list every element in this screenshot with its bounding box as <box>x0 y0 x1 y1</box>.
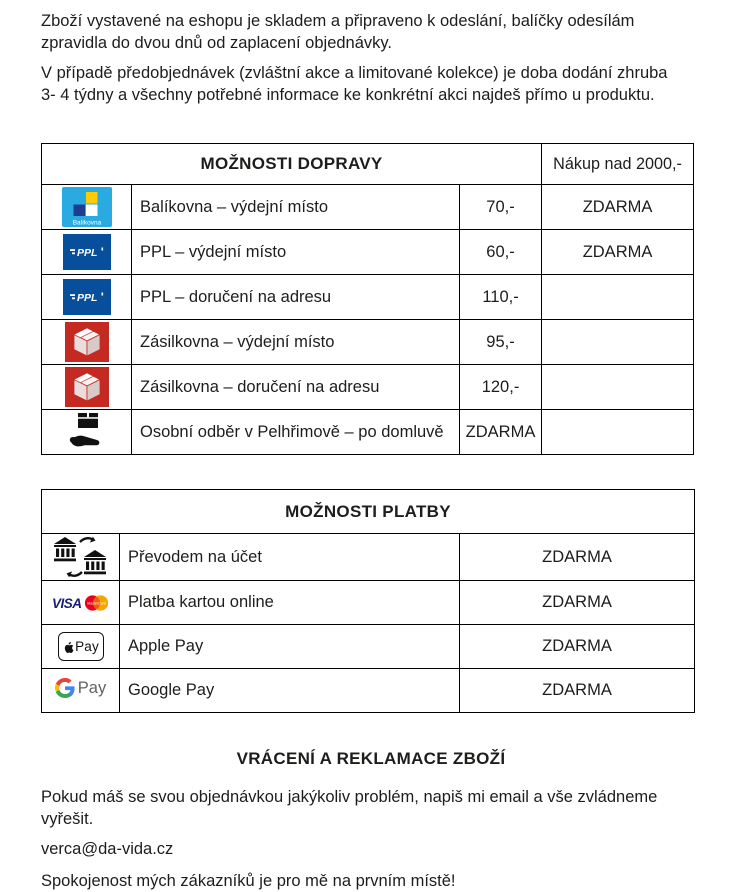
satisfaction-note: Spokojenost mých zákazníků je pro mě na prvním místě! <box>41 872 456 890</box>
shipping-method-name: PPL – doručení na adresu <box>132 275 460 320</box>
payment-table-header-row <box>42 490 695 534</box>
table-row <box>42 365 694 410</box>
shipping-method-free <box>542 275 694 320</box>
visa-wordmark: VISA <box>51 595 82 611</box>
shipping-table-header-row <box>42 144 694 185</box>
ppl-wordmark: PPL <box>76 292 97 304</box>
shipping-method-name: PPL – výdejní místo <box>132 230 460 275</box>
google-pay-logo <box>55 678 106 698</box>
shipping-method-free <box>542 365 694 410</box>
payment-method-price: ZDARMA <box>460 669 695 713</box>
shipping-method-name: Zásilkovna – výdejní místo <box>132 320 460 365</box>
ppl-logo <box>63 234 111 270</box>
payment-method-name: Převodem na účet <box>120 534 460 581</box>
shipping-table-title: MOŽNOSTI DOPRAVY <box>42 144 542 185</box>
apple-icon <box>62 639 74 654</box>
shipping-method-name: Osobní odběr v Pelhřimově – po domluvě <box>132 410 460 455</box>
table-row <box>42 410 694 455</box>
google-g-icon <box>55 678 75 698</box>
personal-pickup-icon <box>65 411 109 453</box>
balikovna-wordmark: Balíkovna <box>72 219 101 227</box>
mastercard-wordmark: MasterCard <box>86 601 106 606</box>
shipping-method-free <box>542 410 694 455</box>
contact-email: verca@da-vida.cz <box>41 840 174 858</box>
apple-pay-logo <box>58 632 104 661</box>
payment-options-table <box>41 489 695 713</box>
shipping-method-name: Balíkovna – výdejní místo <box>132 185 460 230</box>
table-row <box>42 275 694 320</box>
bank-transfer-icon <box>53 535 109 579</box>
shipping-method-free <box>542 320 694 365</box>
table-row <box>42 230 694 275</box>
ppl-wordmark: PPL <box>76 247 97 259</box>
payment-method-name: Platba kartou online <box>120 581 460 625</box>
payment-method-name: Apple Pay <box>120 625 460 669</box>
zasilkovna-logo <box>65 322 109 362</box>
intro-paragraph-stock: Zboží vystavené na eshopu je skladem a připraveno k odeslání, balíčky odesílám zpravidla do dvou dnů od zaplacení objednávky. <box>41 12 635 52</box>
google-pay-wordmark: Pay <box>77 678 107 697</box>
shipping-method-price: 60,- <box>460 230 542 275</box>
payment-method-name: Google Pay <box>120 669 460 713</box>
table-row <box>42 185 694 230</box>
payment-table-title: MOŽNOSTI PLATBY <box>42 490 695 534</box>
shipping-method-price: 120,- <box>460 365 542 410</box>
shipping-method-price: 95,- <box>460 320 542 365</box>
returns-section-title: VRÁCENÍ A REKLAMACE ZBOŽÍ <box>236 749 506 768</box>
returns-paragraph: Pokud máš se svou objednávkou jakýkoliv problém, napiš mi email a vše zvládneme vyřešit. <box>41 788 658 828</box>
table-row <box>42 669 695 713</box>
shipping-method-price: 110,- <box>460 275 542 320</box>
shipping-options-table <box>41 143 694 455</box>
payment-method-price: ZDARMA <box>460 625 695 669</box>
shipping-method-price: 70,- <box>460 185 542 230</box>
visa-mastercard-logo <box>52 594 110 612</box>
payment-method-price: ZDARMA <box>460 534 695 581</box>
table-row <box>42 320 694 365</box>
balikovna-logo <box>62 187 112 227</box>
intro-paragraph-preorder: V případě předobjednávek (zvláštní akce a limitované kolekce) je doba dodání zhruba 3- 4 týdny a všechny potřebné informace ke konkrétní akci najdeš přímo u produktu. <box>41 64 668 104</box>
table-row <box>42 581 695 625</box>
zasilkovna-logo <box>65 367 109 407</box>
ppl-logo <box>63 279 111 315</box>
apple-pay-wordmark: Pay <box>75 639 99 654</box>
table-row <box>42 534 695 581</box>
table-row <box>42 625 695 669</box>
shipping-method-price: ZDARMA <box>460 410 542 455</box>
shipping-method-free: ZDARMA <box>542 230 694 275</box>
free-shipping-threshold: Nákup nad 2000,- <box>542 144 694 185</box>
payment-method-price: ZDARMA <box>460 581 695 625</box>
shipping-method-name: Zásilkovna – doručení na adresu <box>132 365 460 410</box>
shipping-method-free: ZDARMA <box>542 185 694 230</box>
